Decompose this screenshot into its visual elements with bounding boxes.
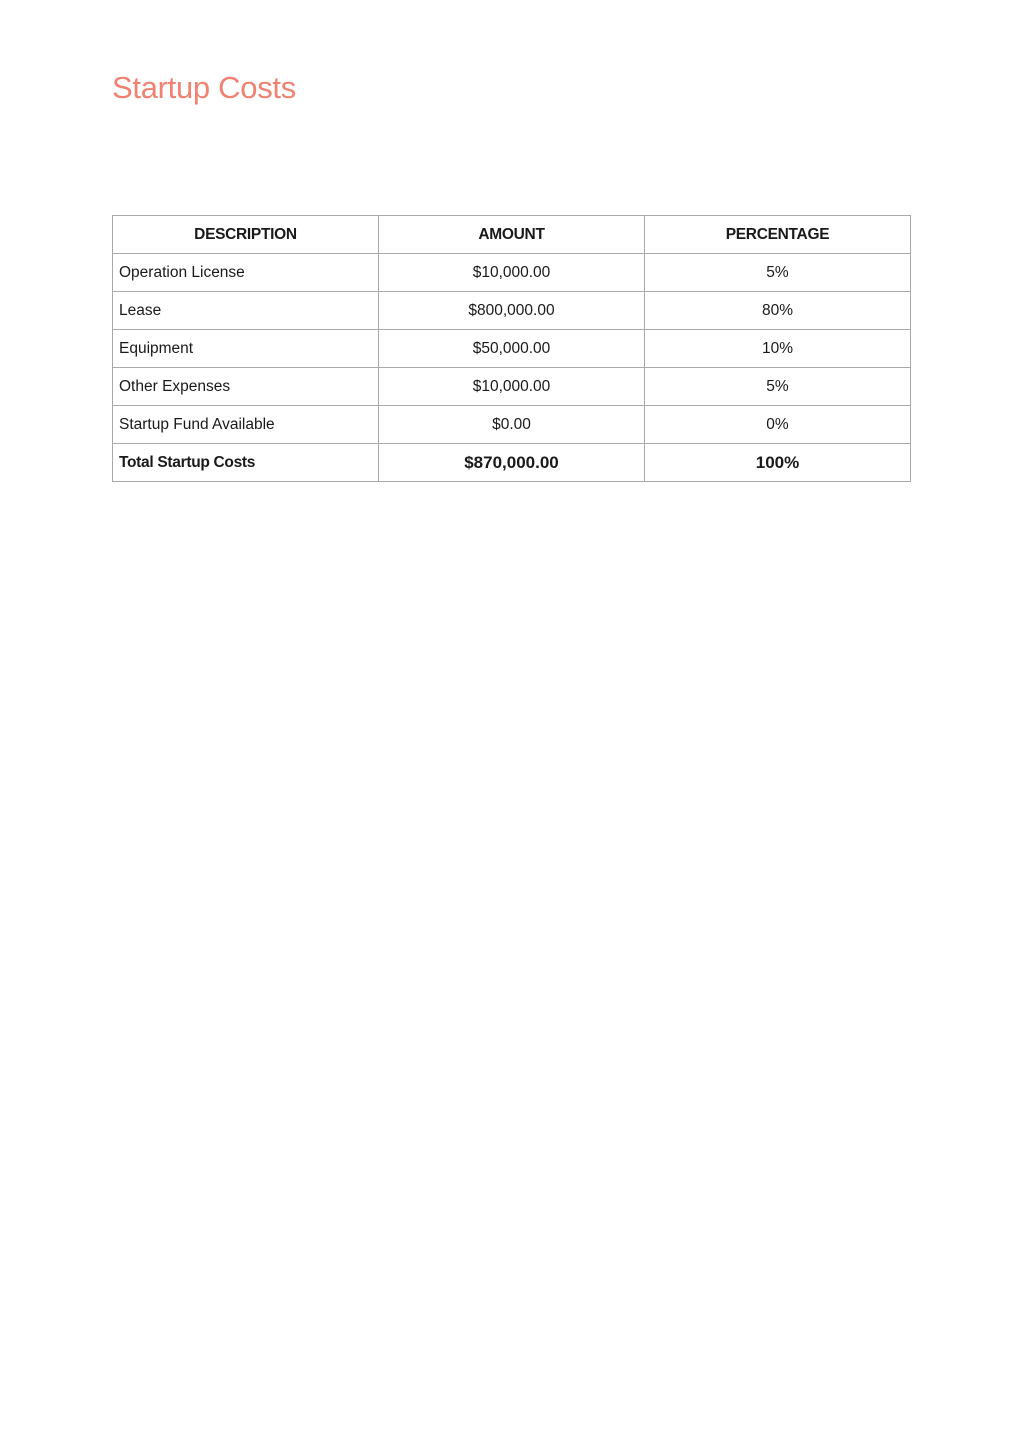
row-amount: $800,000.00 bbox=[379, 292, 645, 330]
row-description: Lease bbox=[113, 292, 379, 330]
row-percentage: 5% bbox=[645, 254, 911, 292]
total-percentage: 100% bbox=[645, 444, 911, 482]
row-description: Other Expenses bbox=[113, 368, 379, 406]
column-header-amount: AMOUNT bbox=[379, 216, 645, 254]
row-amount: $10,000.00 bbox=[379, 368, 645, 406]
row-percentage: 80% bbox=[645, 292, 911, 330]
row-amount: $10,000.00 bbox=[379, 254, 645, 292]
row-description: Startup Fund Available bbox=[113, 406, 379, 444]
table-row bbox=[113, 406, 911, 444]
table-row bbox=[113, 330, 911, 368]
row-amount: $50,000.00 bbox=[379, 330, 645, 368]
column-header-description: DESCRIPTION bbox=[113, 216, 379, 254]
page-title: Startup Costs bbox=[112, 70, 296, 105]
startup-costs-table bbox=[112, 215, 911, 482]
row-description: Equipment bbox=[113, 330, 379, 368]
column-header-percentage: PERCENTAGE bbox=[645, 216, 911, 254]
table-row bbox=[113, 292, 911, 330]
table-row bbox=[113, 254, 911, 292]
row-percentage: 5% bbox=[645, 368, 911, 406]
table-row bbox=[113, 368, 911, 406]
row-percentage: 0% bbox=[645, 406, 911, 444]
row-percentage: 10% bbox=[645, 330, 911, 368]
total-description: Total Startup Costs bbox=[113, 444, 379, 482]
total-amount: $870,000.00 bbox=[379, 444, 645, 482]
total-row bbox=[113, 444, 911, 482]
row-description: Operation License bbox=[113, 254, 379, 292]
table-header-row bbox=[113, 216, 911, 254]
row-amount: $0.00 bbox=[379, 406, 645, 444]
